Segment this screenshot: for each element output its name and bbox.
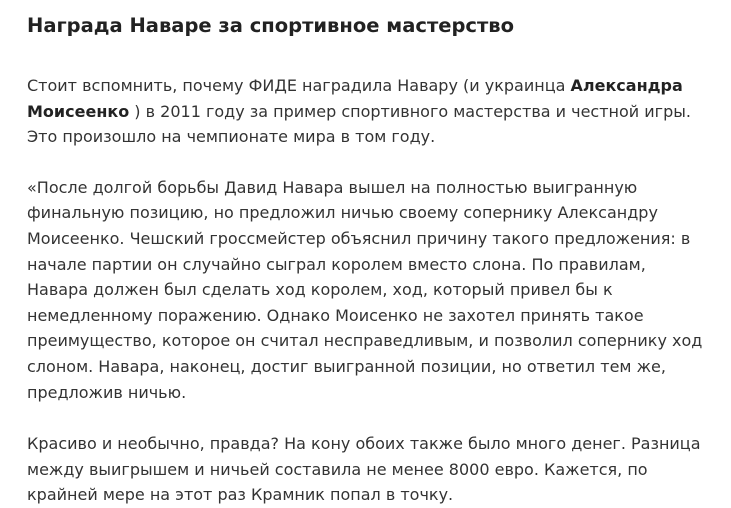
article-title: Награда Наваре за спортивное мастерство — [27, 14, 515, 37]
intro-text-after: ) в 2011 году за пример спортивного мастерства и честной игры. Это произошло на чемпионате мира в том году. — [27, 101, 691, 147]
intro-text-before: Стоит вспомнить, почему ФИДЕ наградила Навару (и украинца — [27, 76, 571, 95]
closing-paragraph: Красиво и необычно, правда? На кону обоих также было много денег. Разница между выигрышем и ничьей составила не менее 8000 евро. Кажется, по крайней мере на этот раз Крамник попал в точку. — [27, 434, 701, 505]
intro-name-bold: Александра Моисеенко — [27, 76, 683, 121]
quote-paragraph: «После долгой борьбы Давид Навара вышел на полностью выигранную финальную позицию, но предложил ничью своему сопернику Александру Моисеенко. Чешский гроссмейстер объяснил причину такого предложения: в начале партии он случайно сыграл королем вместо слона. По правилам, Навара должен был сделать ход королем, ход, который привел бы к немедленному поражению. Однако Моисенко не захотел принять такое преимущество, которое он считал несправедливым, и позволил сопернику ход слоном. Навара, наконец, достиг выигранной позиции, но ответил тем же, предложив ничью. — [27, 177, 703, 402]
intro-paragraph — [27, 73, 707, 150]
